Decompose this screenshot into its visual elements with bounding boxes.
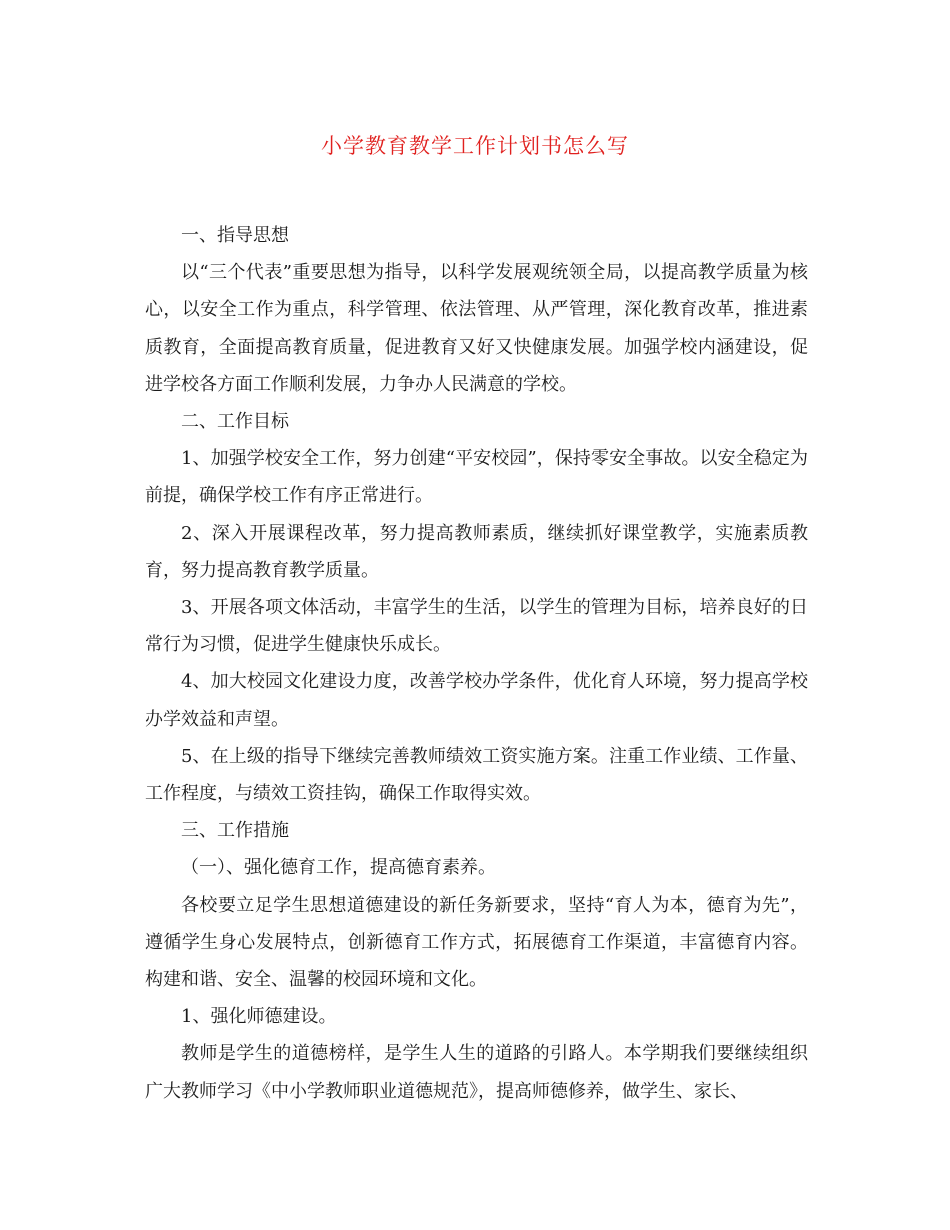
heading-work-goals: 二、工作目标	[181, 411, 289, 433]
list-item: 4、加大校园文化建设力度，改善学校办学条件，优化育人环境，努力提高学校办学效益和声望。	[145, 671, 808, 730]
list-item: 1、加强学校安全工作，努力创建“平安校园”，保持零安全事故。以安全稳定为前提，确保学校工作有序正常进行。	[145, 448, 808, 507]
list-item: 3、开展各项文体活动，丰富学生的生活，以学生的管理为目标，培养良好的日常行为习惯，促进学生健康快乐成长。	[145, 597, 808, 656]
paragraph: 各校要立足学生思想道德建设的新任务新要求，坚持“育人为本，德育为先”，遵循学生身心发展特点，创新德育工作方式，拓展德育工作渠道，丰富德育内容。构建和谐、安全、温馨的校园环境和文化。	[145, 894, 808, 991]
subheading: （一）、强化德育工作，提高德育素养。	[181, 857, 496, 879]
list-item: 2、深入开展课程改革，努力提高教师素质，继续抓好课堂教学，实施素质教育，努力提高教育教学质量。	[145, 522, 808, 581]
document-body	[145, 217, 808, 1110]
heading-guiding-ideology: 一、指导思想	[181, 225, 289, 246]
paragraph: 以“三个代表”重要思想为指导，以科学发展观统领全局，以提高教学质量为核心，以安全工作为重点，科学管理、依法管理、从严管理，深化教育改革，推进素质教育，全面提高教育质量，促进教育又好又快健康发展。加强学校内涵建设，促进学校各方面工作顺利发展，力争办人民满意的学校。	[145, 262, 808, 395]
subheading: 1、强化师德建设。	[181, 1006, 337, 1028]
heading-work-measures: 三、工作措施	[181, 820, 289, 842]
document-title: 小学教育教学工作计划书怎么写	[321, 134, 629, 158]
list-item: 5、在上级的指导下继续完善教师绩效工资实施方案。注重工作业绩、工作量、工作程度，与绩效工资挂钩，确保工作取得实效。	[145, 745, 808, 805]
paragraph: 教师是学生的道德榜样，是学生人生的道路的引路人。本学期我们要继续组织广大教师学习《中小学教师职业道德规范》，提高师德修养，做学生、家长、	[145, 1043, 808, 1102]
